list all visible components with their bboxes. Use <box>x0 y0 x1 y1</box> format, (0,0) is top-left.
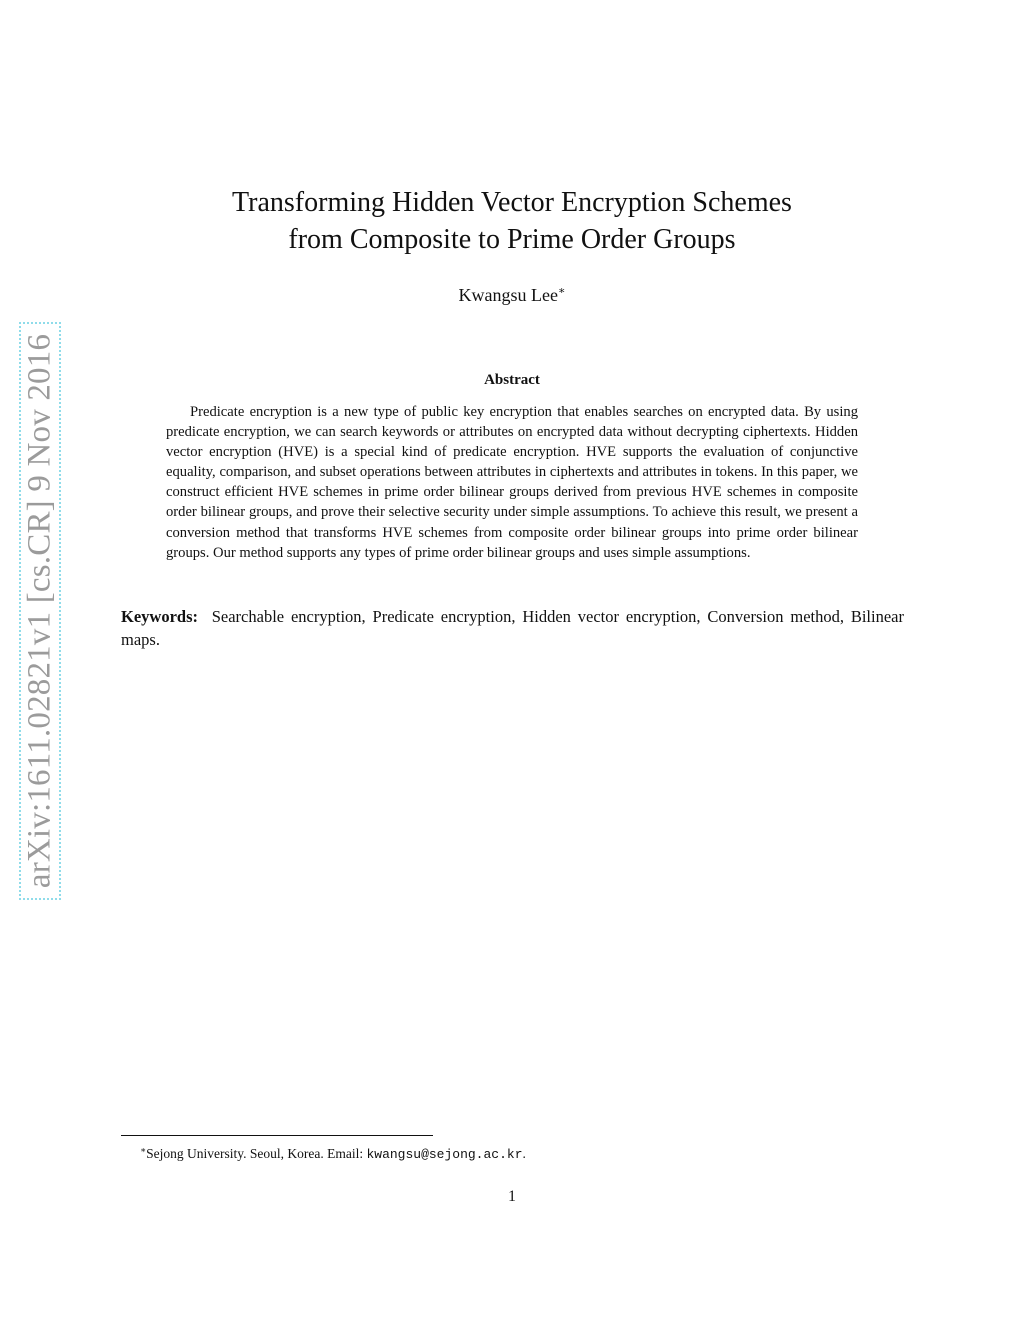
footnote-end: . <box>522 1146 526 1161</box>
keywords <box>121 605 904 651</box>
author-footnote-mark[interactable]: ∗ <box>557 285 566 297</box>
footnote-email[interactable]: kwangsu@sejong.ac.kr <box>366 1147 523 1162</box>
paper-title-line-2: from Composite to Prime Order Groups <box>288 224 736 255</box>
arxiv-stamp[interactable] <box>19 322 61 900</box>
author <box>0 284 1024 306</box>
footnote-rule <box>121 1135 433 1136</box>
arxiv-stamp-text: arXiv:1611.02821v1 [cs.CR] 9 Nov 2016 <box>21 333 58 889</box>
author-name: Kwangsu Lee <box>458 285 558 305</box>
keywords-text: Searchable encryption, Predicate encryption, Hidden vector encryption, Conversion method, Bilinear maps. <box>121 607 904 649</box>
footnote-affiliation: Sejong University. Seoul, Korea. Email: <box>146 1146 367 1161</box>
footnote <box>140 1141 526 1164</box>
abstract-body: Predicate encryption is a new type of public key encryption that enables searches on encrypted data. By using predicate encryption, we can search keywords or attributes on encrypted data without decrypting ciphertexts. Hidden vector encryption (HVE) is a special kind of predicate encryption. HVE supports the evaluation of conjunctive equality, comparison, and subset operations between attributes in ciphertexts and attributes in tokens. In this paper, we construct efficient HVE schemes in prime order bilinear groups derived from previous HVE schemes in composite order bilinear groups, and prove their selective security under simple assumptions. To achieve this result, we present a conversion method that transforms HVE schemes from composite order bilinear groups into prime order bilinear groups. Our method supports any types of prime order bilinear groups and uses simple assumptions. <box>166 404 858 561</box>
keywords-label: Keywords: <box>121 607 198 626</box>
abstract-heading: Abstract <box>484 372 540 388</box>
page-number: 1 <box>508 1188 516 1205</box>
footnote-mark: ∗ <box>140 1145 147 1155</box>
paper-title <box>0 184 1024 258</box>
paper-title-line-1: Transforming Hidden Vector Encryption Schemes <box>232 187 792 218</box>
